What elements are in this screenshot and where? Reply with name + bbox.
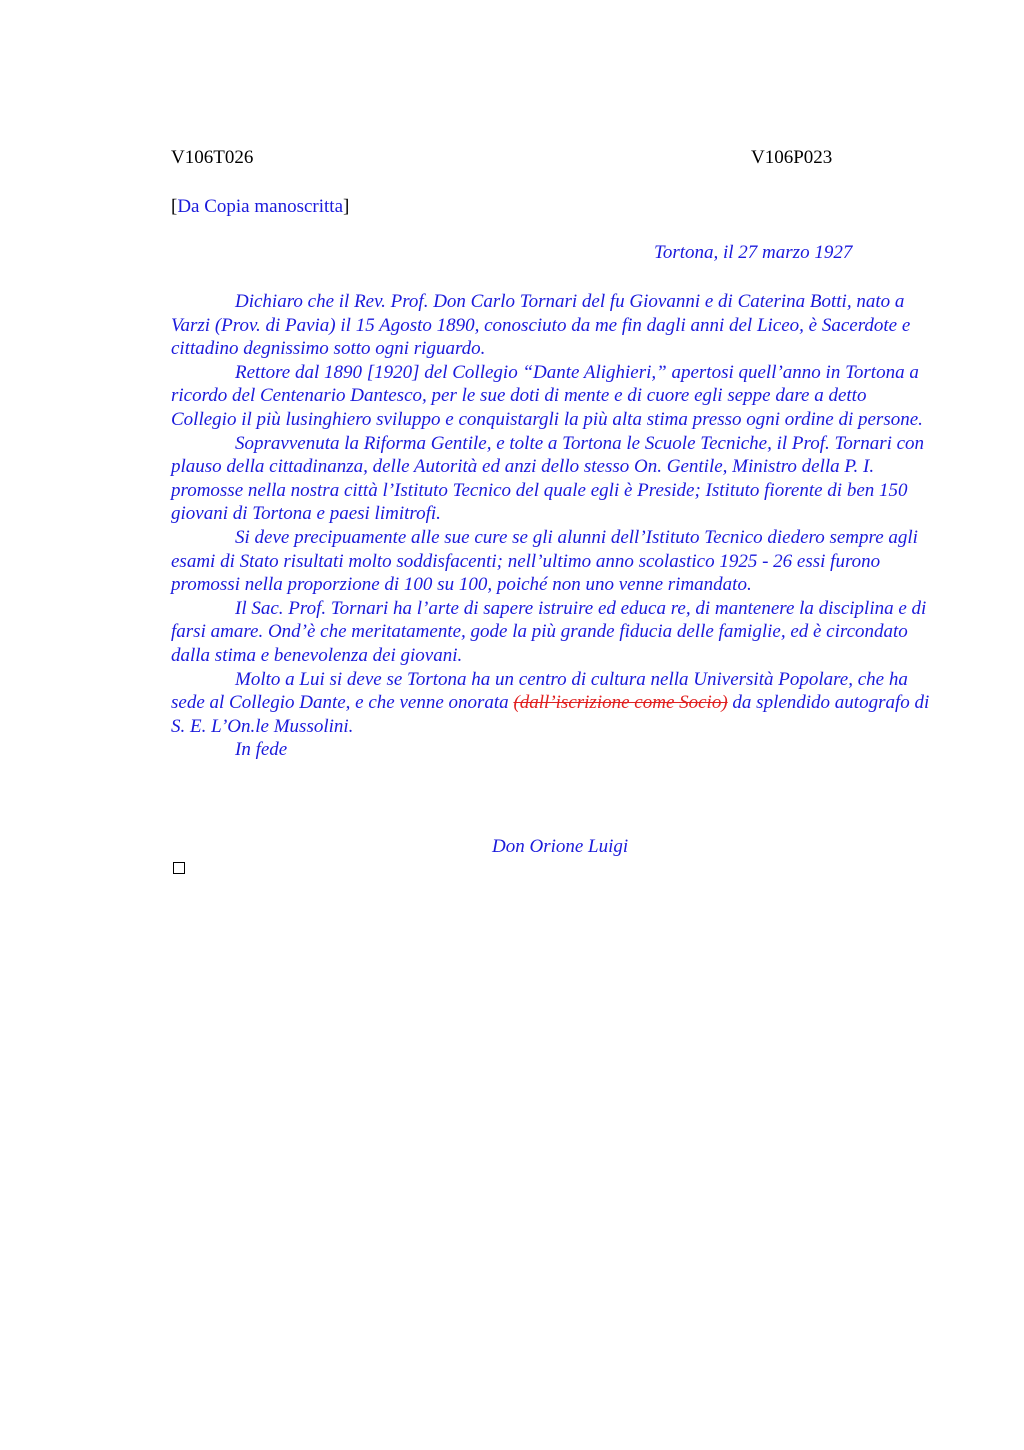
letter-body — [171, 290, 931, 762]
source-note-close-bracket: ] — [343, 196, 350, 217]
document-code-right: V106P023 — [751, 147, 833, 168]
signature: Don Orione Luigi — [492, 836, 629, 857]
document-code-left: V106T026 — [171, 147, 254, 168]
source-note-text: Da Copia manoscritta — [177, 196, 344, 217]
paragraph-5: Il Sac. Prof. Tornari ha l’arte di sapere istruire ed educa re, di mantenere la disciplina e di farsi amare. Ond’è che meritatamente, gode la più grande fiducia delle famiglie, ed è circondato dalla stima e benevolenza dei giovani. — [171, 597, 927, 666]
empty-square-icon — [173, 862, 185, 874]
source-note-open-bracket: [ — [171, 196, 178, 217]
paragraph-6 — [171, 668, 931, 739]
source-note — [171, 196, 349, 218]
paragraph-closing: In fede — [235, 739, 288, 761]
struck-text: (dall’iscrizione come Socio) — [513, 692, 728, 714]
paragraph-1: Dichiaro che il Rev. Prof. Don Carlo Tornari del fu Giovanni e di Caterina Botti, nato a Varzi (Prov. di Pavia) il 15 Agosto 1890, conosciuto da me fin dagli anni del Liceo, è Sacerdote e cittadino degnissimo sotto ogni riguardo. — [171, 291, 911, 360]
paragraph-3: Sopravvenuta la Riforma Gentile, e tolte a Tortona le Scuole Tecniche, il Prof. Tornari con plauso della cittadinanza, delle Autorità ed anzi dello stesso On. Gentile, Ministro della P. I. promosse nella nostra città l’Istituto Tecnico del quale egli è Preside; Istituto fiorente di ben 150 giovani di Tortona e paesi limitrofi. — [171, 432, 925, 525]
paragraph-2: Rettore dal 1890 [1920] del Collegio “Dante Alighieri,” apertosi quell’anno in Tortona a ricordo del Centenario Dantesco, per le sue doti di mente e di cuore egli seppe dare a detto Collegio il più lusinghiero sviluppo e conquistargli la più alta stima presso ogni ordine di persone. — [171, 361, 923, 430]
date-line: Tortona, il 27 marzo 1927 — [654, 242, 853, 263]
paragraph-4: Si deve precipuamente alle sue cure se gli alunni dell’Istituto Tecnico diedero sempre agli esami di Stato risultati molto soddisfacenti; nell’ultimo anno scolastico 1925 - 26 essi furono promossi nella proporzione di 100 su 100, poiché non uno venne rimandato. — [171, 526, 918, 596]
paragraph-6-text-after: da splendido autografo di S. E. L’On.le Mussolini. — [171, 692, 930, 737]
paragraph-6-text-before: Molto a Lui si deve se Tortona ha un centro di cultura nella Università Popolare, che ha sede al Collegio Dante, e che venne onorata — [171, 668, 908, 714]
